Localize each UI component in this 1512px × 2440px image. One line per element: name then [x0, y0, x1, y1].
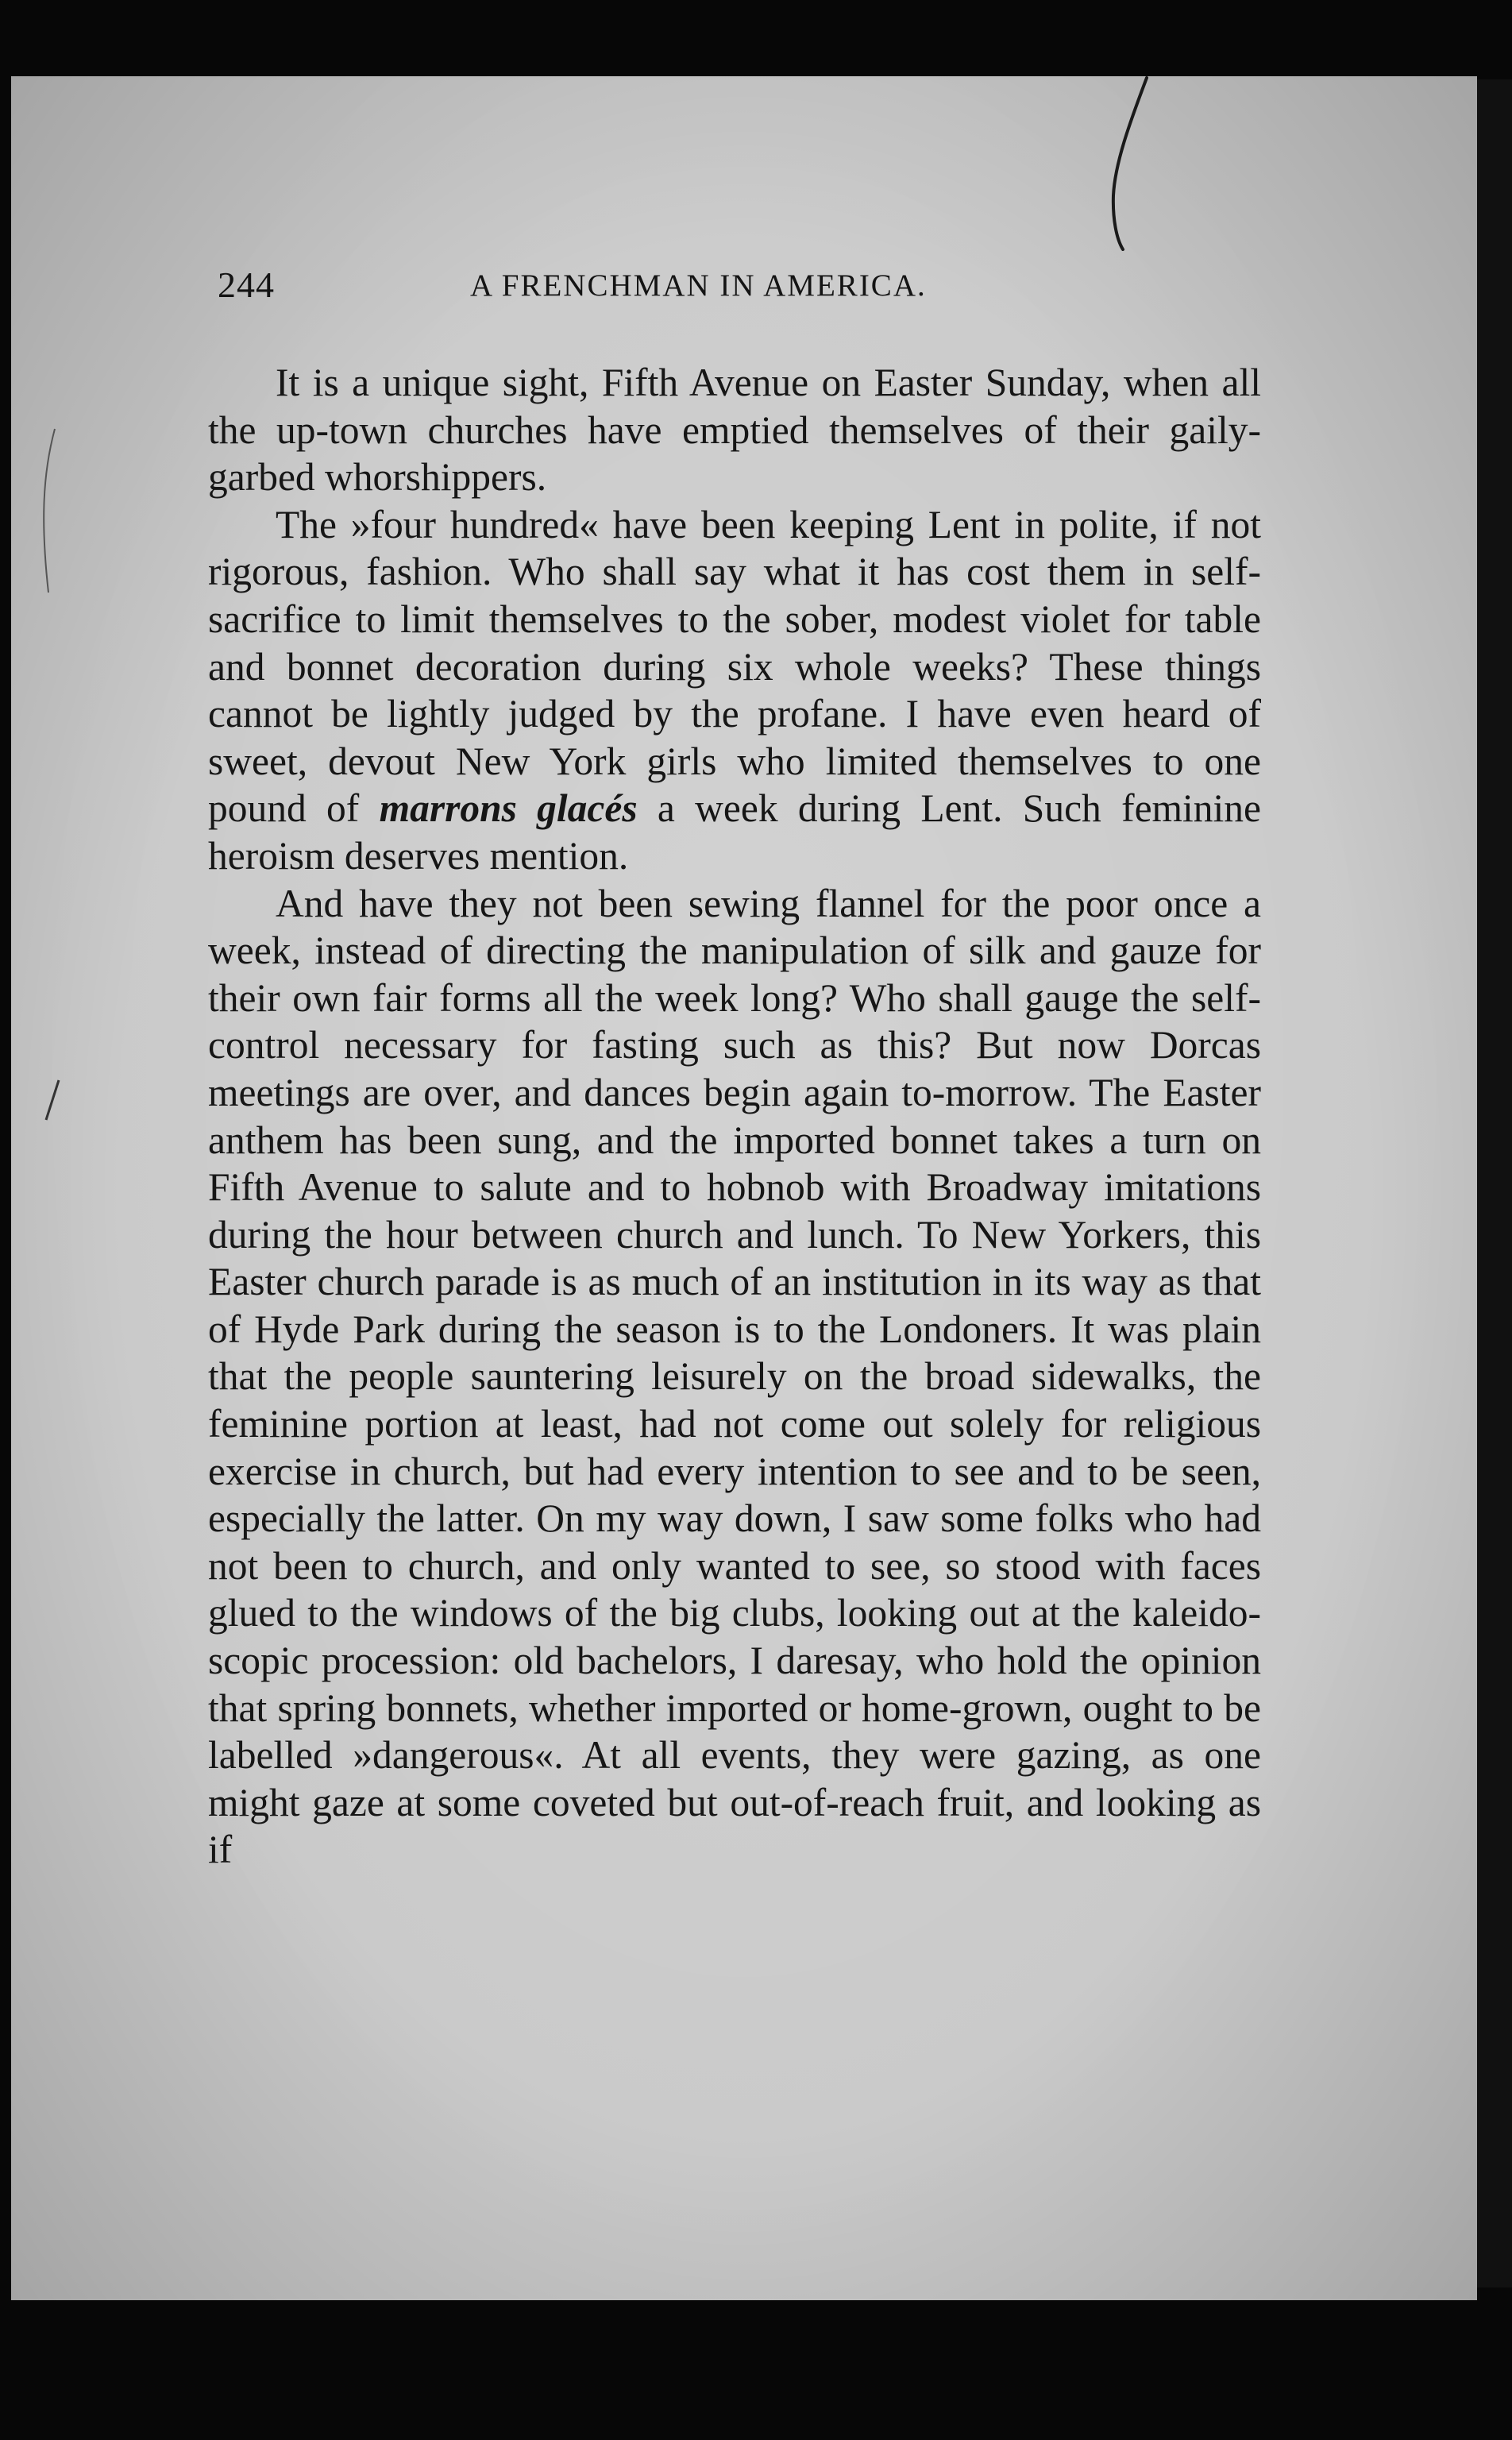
paragraph [208, 880, 1261, 1874]
body-text [208, 359, 1261, 1874]
paragraph-text: And have they not been sewing flannel for the poor once a week, instead of directing the manipulation of silk and gauze for their own fair forms all the week long? Who shall gauge the self-control necessary for fasting such as this? But now Dorcas meetings are over, and dances begin again to-morrow. The Easter anthem has been sung, and the imported bonnet takes a turn on Fifth Avenue to salute and to hobnob with Broadway imitations during the hour between church and lunch. To New Yorkers, this Easter church parade is as much of an institution in its way as that of Hyde Park during the season is to the Londoners. It was plain that the people sauntering leisurely on the broad sidewalks, the feminine portion at least, had not come out solely for religious exercise in church, but had every intention to see and to be seen, especially the latter. On my way down, I saw some folks who had not been to church, and only wanted to see, so stood with faces glued to the windows of the big clubs, looking out at the kaleidoscopic procession: old bachelors, I daresay, who hold the opinion that spring bonnets, whether imported or home-grown, ought to be labelled »dangerous«. At all events, they were gazing, as one might gaze at some coveted but out-of-reach fruit, and looking as if [208, 881, 1261, 1872]
paragraph-text: The »four hundred« have been keeping Lent in polite, if not rigorous, fashion. Who shall say what it has cost them in self-sacrifice to limit themselves to the sober, modest violet for table and bonnet decoration during six whole weeks? These things cannot be lightly judged by the profane. I have even heard of sweet, devout New York girls who limited themselves to one pound of [208, 502, 1261, 831]
paragraph-text: a week during Lent. Such feminine heroism deserves mention. [208, 786, 1262, 878]
paragraph [208, 501, 1261, 880]
page-header [0, 264, 1512, 311]
page-number: 244 [218, 264, 275, 305]
left-margin-tick [41, 1077, 65, 1125]
running-head: A FRENCHMAN IN AMERICA. [470, 268, 927, 303]
paragraph [208, 359, 1261, 501]
italic-phrase: marrons glacés [379, 786, 638, 831]
paragraph-text: It is a unique sight, Fifth Avenue on Easter Sunday, when all the up-town churches have emptied themselves of their gaily-garbed whorshippers. [208, 361, 1261, 500]
pen-stroke-mark [1067, 76, 1163, 251]
page-edge-shadow [1477, 79, 1512, 2288]
left-margin-mark [31, 426, 63, 600]
